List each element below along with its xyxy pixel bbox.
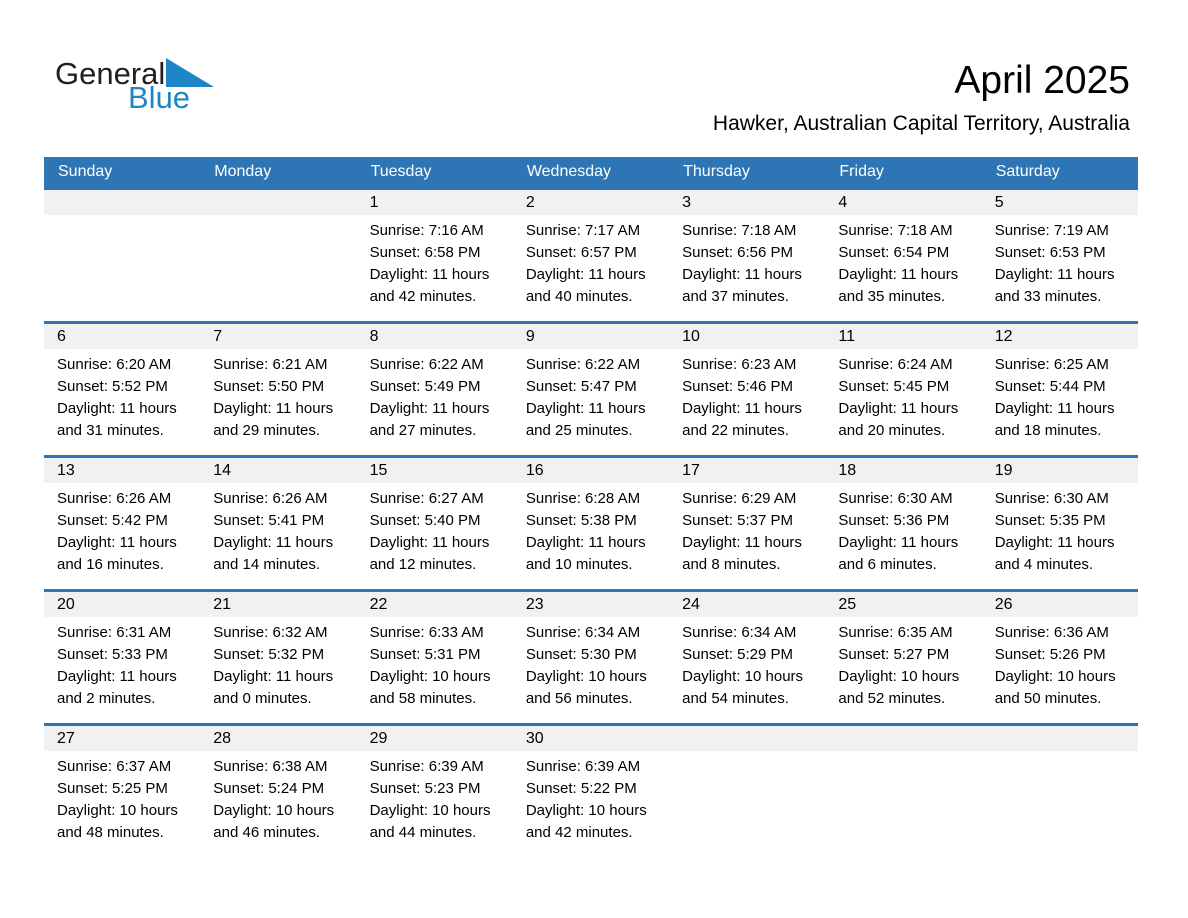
day-detail-line: and 8 minutes. xyxy=(682,555,781,573)
day-detail-line: and 50 minutes. xyxy=(994,689,1102,707)
day-detail-line: Daylight: 10 hours xyxy=(838,667,960,685)
day-number: 4 xyxy=(838,193,848,211)
day-detail-line: Daylight: 11 hours xyxy=(682,533,802,551)
day-number: 15 xyxy=(369,461,388,479)
day-detail-line: Sunset: 5:24 PM xyxy=(213,779,325,797)
day-number: 11 xyxy=(838,327,856,345)
day-number: 20 xyxy=(57,595,75,613)
day-number-band xyxy=(44,190,200,215)
day-details xyxy=(669,483,825,576)
day-detail-line: Sunset: 5:52 PM xyxy=(57,377,168,395)
day-number: 1 xyxy=(369,193,379,211)
calendar-week-row xyxy=(44,456,1138,590)
day-detail-line: and 31 minutes. xyxy=(57,421,164,439)
day-detail-line: Sunrise: 6:32 AM xyxy=(213,623,328,641)
day-detail-line: Daylight: 11 hours xyxy=(525,533,646,551)
day-detail-line: and 33 minutes. xyxy=(994,287,1102,305)
day-number-band xyxy=(982,592,1138,617)
day-detail-line: Sunset: 6:58 PM xyxy=(369,243,481,261)
day-detail-line: Sunrise: 6:30 AM xyxy=(838,489,953,507)
calendar-week-row xyxy=(44,590,1138,724)
day-detail-line: and 0 minutes. xyxy=(213,689,312,707)
day-detail-line: and 25 minutes. xyxy=(525,421,633,439)
day-details xyxy=(825,751,981,756)
weekday-monday: Monday xyxy=(200,157,356,188)
day-number: 16 xyxy=(525,461,544,479)
day-detail-line: Daylight: 10 hours xyxy=(682,667,804,685)
day-detail-line: Daylight: 11 hours xyxy=(994,399,1115,417)
day-details xyxy=(357,617,513,710)
day-detail-line: Sunset: 5:23 PM xyxy=(369,779,481,797)
day-detail-line: and 44 minutes. xyxy=(369,823,477,841)
day-number-band xyxy=(357,592,513,617)
day-number-band xyxy=(825,324,981,349)
calendar-day-cell xyxy=(825,188,981,322)
day-number: 12 xyxy=(994,327,1013,345)
day-number-band xyxy=(825,726,981,751)
day-number: 7 xyxy=(213,327,223,345)
day-detail-line: Sunset: 5:27 PM xyxy=(838,645,950,663)
day-details xyxy=(44,215,200,220)
day-detail-line: and 42 minutes. xyxy=(369,287,477,305)
day-detail-line: Daylight: 11 hours xyxy=(838,265,959,283)
day-detail-line: Sunrise: 6:36 AM xyxy=(994,623,1109,641)
day-details xyxy=(825,215,981,308)
calendar-empty-cell xyxy=(200,188,356,322)
day-number: 3 xyxy=(682,193,692,211)
day-detail-line: Daylight: 10 hours xyxy=(213,801,335,819)
day-number-band xyxy=(44,592,200,617)
day-details xyxy=(513,751,669,844)
day-detail-line: Daylight: 11 hours xyxy=(57,399,177,417)
day-detail-line: and 10 minutes. xyxy=(525,555,633,573)
calendar-day-cell xyxy=(669,322,825,456)
day-details xyxy=(513,215,669,308)
day-number-band xyxy=(669,458,825,483)
day-detail-line: Daylight: 11 hours xyxy=(682,265,802,283)
day-details xyxy=(982,617,1138,710)
logo-text-general: General xyxy=(55,56,166,91)
day-detail-line: Sunrise: 6:34 AM xyxy=(682,623,797,641)
day-detail-line: and 37 minutes. xyxy=(682,287,789,305)
day-detail-line: Sunrise: 7:16 AM xyxy=(369,221,484,239)
day-detail-line: Daylight: 11 hours xyxy=(369,533,490,551)
day-details xyxy=(982,215,1138,308)
day-number-band xyxy=(669,726,825,751)
day-details xyxy=(44,751,200,844)
calendar-day-cell xyxy=(513,188,669,322)
day-detail-line: and 35 minutes. xyxy=(838,287,946,305)
day-details xyxy=(669,349,825,442)
day-detail-line: and 14 minutes. xyxy=(213,555,321,573)
calendar-table xyxy=(44,157,1138,858)
day-number-band xyxy=(357,726,513,751)
day-detail-line: Daylight: 10 hours xyxy=(525,667,647,685)
weekday-saturday: Saturday xyxy=(982,157,1138,188)
day-detail-line: Sunrise: 6:39 AM xyxy=(369,757,484,775)
day-number: 17 xyxy=(682,461,700,479)
day-detail-line: Daylight: 11 hours xyxy=(525,399,646,417)
day-detail-line: Sunset: 5:30 PM xyxy=(525,645,637,663)
day-detail-line: Sunrise: 6:26 AM xyxy=(213,489,328,507)
day-detail-line: Daylight: 11 hours xyxy=(838,533,959,551)
day-detail-line: and 18 minutes. xyxy=(994,421,1102,439)
day-number: 14 xyxy=(213,461,232,479)
location-subtitle: Hawker, Australian Capital Territory, Australia xyxy=(712,112,1130,135)
day-details xyxy=(357,483,513,576)
day-number: 26 xyxy=(994,595,1013,613)
day-detail-line: and 27 minutes. xyxy=(369,421,477,439)
month-title: April 2025 xyxy=(954,59,1130,102)
logo-text-blue: Blue xyxy=(128,80,191,115)
day-details xyxy=(44,483,200,576)
day-detail-line: Daylight: 11 hours xyxy=(838,399,959,417)
day-detail-line: Sunrise: 6:38 AM xyxy=(213,757,328,775)
day-detail-line: and 16 minutes. xyxy=(57,555,164,573)
calendar-day-cell xyxy=(825,456,981,590)
day-detail-line: and 46 minutes. xyxy=(213,823,321,841)
day-number: 5 xyxy=(994,193,1004,211)
day-detail-line: Sunset: 5:25 PM xyxy=(57,779,168,797)
page-header xyxy=(0,0,1188,157)
calendar-day-cell xyxy=(825,590,981,724)
day-detail-line: and 40 minutes. xyxy=(525,287,633,305)
calendar-day-cell xyxy=(513,590,669,724)
day-number: 25 xyxy=(838,595,857,613)
day-detail-line: Sunset: 5:46 PM xyxy=(682,377,794,395)
day-number-band xyxy=(982,726,1138,751)
day-detail-line: Sunset: 5:38 PM xyxy=(525,511,637,529)
day-detail-line: Sunrise: 6:22 AM xyxy=(525,355,641,373)
calendar-day-cell xyxy=(982,590,1138,724)
day-detail-line: and 54 minutes. xyxy=(682,689,789,707)
day-detail-line: Sunset: 5:47 PM xyxy=(525,377,637,395)
weekday-wednesday: Wednesday xyxy=(513,157,669,188)
day-detail-line: Sunrise: 6:25 AM xyxy=(994,355,1109,373)
calendar-body xyxy=(44,188,1138,858)
day-detail-line: and 48 minutes. xyxy=(57,823,164,841)
day-detail-line: and 58 minutes. xyxy=(369,689,477,707)
day-detail-line: Daylight: 10 hours xyxy=(525,801,647,819)
day-detail-line: Sunset: 5:22 PM xyxy=(525,779,637,797)
day-detail-line: Daylight: 11 hours xyxy=(994,533,1115,551)
day-number: 23 xyxy=(525,595,544,613)
day-details xyxy=(200,215,356,220)
day-number: 8 xyxy=(369,327,379,345)
calendar-day-cell xyxy=(200,322,356,456)
day-detail-line: Sunrise: 6:31 AM xyxy=(57,623,172,641)
day-detail-line: Daylight: 11 hours xyxy=(525,265,646,283)
day-detail-line: Sunset: 5:32 PM xyxy=(213,645,325,663)
day-detail-line: and 22 minutes. xyxy=(682,421,789,439)
calendar-day-cell xyxy=(357,188,513,322)
day-number: 10 xyxy=(682,327,700,345)
title-block xyxy=(713,60,1130,137)
calendar-day-cell xyxy=(200,590,356,724)
day-number: 24 xyxy=(682,595,700,613)
day-detail-line: Sunrise: 6:35 AM xyxy=(838,623,953,641)
day-detail-line: and 29 minutes. xyxy=(213,421,321,439)
day-details xyxy=(825,349,981,442)
weekday-header-row xyxy=(44,157,1138,188)
day-number-band xyxy=(513,190,669,215)
calendar-day-cell xyxy=(357,456,513,590)
day-detail-line: Daylight: 11 hours xyxy=(369,265,490,283)
day-number-band xyxy=(44,324,200,349)
day-details xyxy=(825,617,981,710)
day-number-band xyxy=(669,324,825,349)
calendar-empty-cell xyxy=(982,724,1138,858)
day-details xyxy=(200,751,356,844)
calendar-empty-cell xyxy=(825,724,981,858)
day-number: 19 xyxy=(994,461,1013,479)
day-number-band xyxy=(357,324,513,349)
day-number-band xyxy=(669,592,825,617)
day-detail-line: Daylight: 11 hours xyxy=(369,399,490,417)
day-number-band xyxy=(44,726,200,751)
calendar-day-cell xyxy=(44,456,200,590)
day-detail-line: Sunrise: 6:29 AM xyxy=(682,489,797,507)
day-detail-line: Sunrise: 6:39 AM xyxy=(525,757,641,775)
weekday-sunday: Sunday xyxy=(44,157,200,188)
calendar-weekday-header xyxy=(44,157,1138,188)
day-number-band xyxy=(982,324,1138,349)
day-number-band xyxy=(513,726,669,751)
calendar-week-row xyxy=(44,724,1138,858)
day-detail-line: Sunrise: 6:26 AM xyxy=(57,489,172,507)
day-detail-line: and 56 minutes. xyxy=(525,689,633,707)
calendar-day-cell xyxy=(982,322,1138,456)
day-detail-line: and 42 minutes. xyxy=(525,823,633,841)
day-detail-line: Sunset: 5:45 PM xyxy=(838,377,950,395)
day-detail-line: Sunrise: 6:27 AM xyxy=(369,489,484,507)
day-number-band xyxy=(825,458,981,483)
calendar-empty-cell xyxy=(669,724,825,858)
day-detail-line: and 4 minutes. xyxy=(994,555,1094,573)
day-detail-line: Sunset: 5:31 PM xyxy=(369,645,481,663)
day-number-band xyxy=(982,190,1138,215)
day-detail-line: Sunset: 5:37 PM xyxy=(682,511,794,529)
day-detail-line: Sunset: 5:42 PM xyxy=(57,511,168,529)
day-detail-line: Sunset: 6:56 PM xyxy=(682,243,794,261)
day-number-band xyxy=(825,190,981,215)
day-details xyxy=(669,215,825,308)
day-detail-line: Sunrise: 6:23 AM xyxy=(682,355,797,373)
day-detail-line: and 20 minutes. xyxy=(838,421,946,439)
day-detail-line: and 12 minutes. xyxy=(369,555,477,573)
day-detail-line: Sunset: 6:54 PM xyxy=(838,243,950,261)
day-detail-line: Daylight: 11 hours xyxy=(682,399,802,417)
day-details xyxy=(513,483,669,576)
day-detail-line: Sunrise: 6:30 AM xyxy=(994,489,1109,507)
day-details xyxy=(357,349,513,442)
day-number-band xyxy=(357,458,513,483)
calendar-day-cell xyxy=(669,456,825,590)
day-number: 30 xyxy=(525,729,544,747)
calendar-day-cell xyxy=(825,322,981,456)
day-details xyxy=(200,483,356,576)
calendar-day-cell xyxy=(669,188,825,322)
day-detail-line: Sunset: 5:44 PM xyxy=(994,377,1106,395)
day-number-band xyxy=(982,458,1138,483)
calendar-day-cell xyxy=(669,590,825,724)
day-number: 28 xyxy=(213,729,232,747)
calendar-day-cell xyxy=(357,322,513,456)
day-detail-line: Sunset: 5:49 PM xyxy=(369,377,481,395)
day-details xyxy=(200,349,356,442)
calendar-day-cell xyxy=(357,590,513,724)
day-details xyxy=(513,617,669,710)
day-details xyxy=(982,751,1138,756)
day-detail-line: Daylight: 10 hours xyxy=(369,667,491,685)
day-detail-line: Sunset: 5:41 PM xyxy=(213,511,325,529)
day-detail-line: Sunrise: 6:24 AM xyxy=(838,355,953,373)
day-detail-line: Sunrise: 7:19 AM xyxy=(994,221,1109,239)
day-number: 13 xyxy=(57,461,75,479)
calendar-day-cell xyxy=(44,724,200,858)
day-detail-line: Sunset: 5:36 PM xyxy=(838,511,950,529)
day-details xyxy=(44,349,200,442)
calendar-day-cell xyxy=(982,188,1138,322)
calendar-week-row xyxy=(44,322,1138,456)
calendar-week-row xyxy=(44,188,1138,322)
day-number-band xyxy=(200,190,356,215)
day-number-band xyxy=(200,458,356,483)
day-detail-line: Daylight: 10 hours xyxy=(57,801,178,819)
day-detail-line: Sunset: 5:26 PM xyxy=(994,645,1106,663)
day-number: 21 xyxy=(213,595,232,613)
day-number-band xyxy=(513,324,669,349)
day-detail-line: Daylight: 11 hours xyxy=(213,399,334,417)
day-number-band xyxy=(200,592,356,617)
day-details xyxy=(982,349,1138,442)
day-details xyxy=(44,617,200,710)
calendar-day-cell xyxy=(44,322,200,456)
general-blue-logo xyxy=(55,58,214,113)
day-detail-line: Sunrise: 6:34 AM xyxy=(525,623,641,641)
calendar-day-cell xyxy=(513,456,669,590)
day-details xyxy=(825,483,981,576)
day-detail-line: Sunrise: 6:21 AM xyxy=(213,355,328,373)
day-detail-line: Daylight: 11 hours xyxy=(57,533,177,551)
day-detail-line: and 6 minutes. xyxy=(838,555,937,573)
day-detail-line: Sunset: 6:53 PM xyxy=(994,243,1106,261)
day-detail-line: Sunrise: 6:28 AM xyxy=(525,489,641,507)
day-detail-line: Daylight: 11 hours xyxy=(994,265,1115,283)
day-number: 2 xyxy=(525,193,535,211)
day-detail-line: Daylight: 11 hours xyxy=(213,533,334,551)
day-detail-line: Sunrise: 6:37 AM xyxy=(57,757,172,775)
calendar-day-cell xyxy=(357,724,513,858)
day-detail-line: and 52 minutes. xyxy=(838,689,946,707)
day-detail-line: Sunrise: 6:20 AM xyxy=(57,355,172,373)
day-number-band xyxy=(513,458,669,483)
day-number: 9 xyxy=(525,327,535,345)
day-number-band xyxy=(513,592,669,617)
day-detail-line: Sunrise: 7:17 AM xyxy=(525,221,641,239)
day-detail-line: Sunset: 6:57 PM xyxy=(525,243,637,261)
weekday-thursday: Thursday xyxy=(669,157,825,188)
day-detail-line: Sunrise: 6:33 AM xyxy=(369,623,484,641)
day-detail-line: Sunset: 5:35 PM xyxy=(994,511,1106,529)
day-number: 29 xyxy=(369,729,388,747)
calendar-day-cell xyxy=(200,456,356,590)
day-number: 18 xyxy=(838,461,857,479)
day-details xyxy=(669,751,825,756)
day-number: 22 xyxy=(369,595,388,613)
day-number-band xyxy=(44,458,200,483)
weekday-friday: Friday xyxy=(825,157,981,188)
day-number-band xyxy=(357,190,513,215)
day-detail-line: Sunset: 5:40 PM xyxy=(369,511,481,529)
day-details xyxy=(200,617,356,710)
day-details xyxy=(357,215,513,308)
calendar-empty-cell xyxy=(44,188,200,322)
calendar-day-cell xyxy=(200,724,356,858)
day-number: 27 xyxy=(57,729,75,747)
day-detail-line: Sunset: 5:50 PM xyxy=(213,377,325,395)
calendar-day-cell xyxy=(44,590,200,724)
day-number-band xyxy=(669,190,825,215)
calendar-day-cell xyxy=(513,724,669,858)
day-detail-line: Daylight: 11 hours xyxy=(57,667,177,685)
day-detail-line: Sunrise: 6:22 AM xyxy=(369,355,484,373)
day-detail-line: Sunset: 5:33 PM xyxy=(57,645,168,663)
day-details xyxy=(982,483,1138,576)
day-detail-line: Daylight: 11 hours xyxy=(213,667,334,685)
day-detail-line: Sunset: 5:29 PM xyxy=(682,645,794,663)
day-detail-line: Sunrise: 7:18 AM xyxy=(838,221,953,239)
day-number-band xyxy=(200,324,356,349)
day-detail-line: and 2 minutes. xyxy=(57,689,156,707)
day-detail-line: Sunrise: 7:18 AM xyxy=(682,221,797,239)
day-number: 6 xyxy=(57,327,66,345)
day-number-band xyxy=(825,592,981,617)
day-details xyxy=(513,349,669,442)
calendar-day-cell xyxy=(513,322,669,456)
day-details xyxy=(669,617,825,710)
day-details xyxy=(357,751,513,844)
day-detail-line: Daylight: 10 hours xyxy=(994,667,1116,685)
day-number-band xyxy=(200,726,356,751)
weekday-tuesday: Tuesday xyxy=(357,157,513,188)
day-detail-line: Daylight: 10 hours xyxy=(369,801,491,819)
calendar-day-cell xyxy=(982,456,1138,590)
